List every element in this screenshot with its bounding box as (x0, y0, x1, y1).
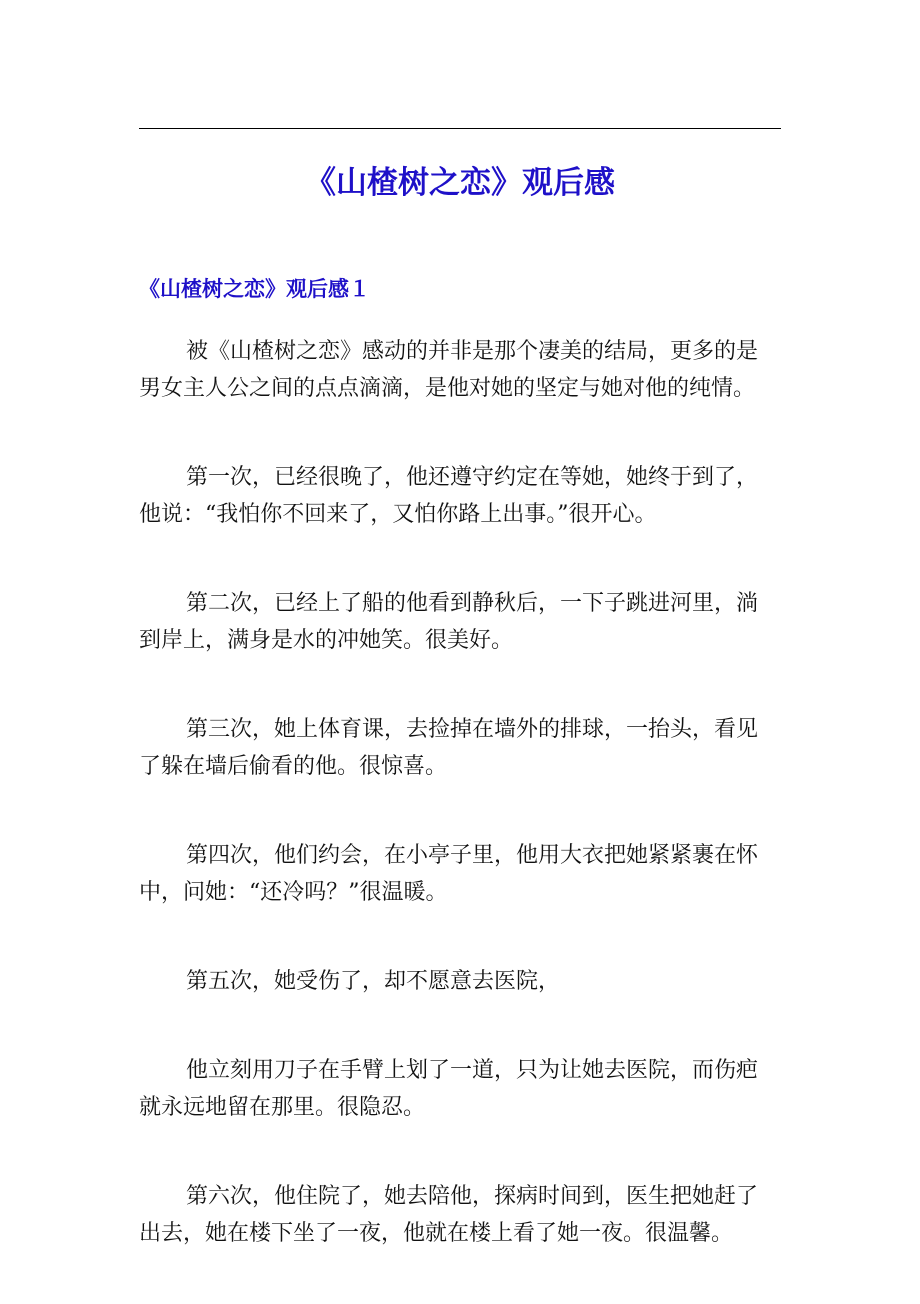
paragraph-line: 第三次，她上体育课，去捡掉在墙外的排球，一抬头，看见 (186, 717, 759, 742)
paragraph-line: 第六次，他住院了，她去陪他，探病时间到，医生把她赶了 (186, 1184, 759, 1209)
paragraph-4 (139, 711, 781, 785)
paragraph-2 (139, 459, 781, 533)
paragraph-line: 被《山楂树之恋》感动的并非是那个凄美的结局，更多的是 (186, 339, 759, 364)
paragraph-line: 就永远地留在那里。很隐忍。 (139, 1095, 426, 1120)
paragraph-line: 他说：“我怕你不回来了，又怕你路上出事。”很开心。 (139, 502, 657, 527)
paragraph-7 (139, 1052, 781, 1126)
paragraph-line: 第五次，她受伤了，却不愿意去医院， (186, 969, 561, 994)
paragraph-line: 第一次，已经很晚了，他还遵守约定在等她，她终于到了， (186, 465, 759, 490)
document-title: 《山楂树之恋》观后感 (305, 165, 615, 201)
paragraph-8 (139, 1178, 781, 1252)
paragraph-line: 中，问她：“还冷吗？”很温暖。 (139, 880, 448, 905)
paragraph-line: 出去，她在楼下坐了一夜，他就在楼上看了她一夜。很温馨。 (139, 1221, 734, 1246)
paragraph-6 (139, 963, 781, 1000)
paragraph-3 (139, 585, 781, 659)
paragraph-5 (139, 837, 781, 911)
paragraph-1 (139, 333, 781, 407)
paragraph-line: 他立刻用刀子在手臂上划了一道，只为让她去医院，而伤疤 (186, 1058, 759, 1083)
paragraph-line: 了躲在墙后偷看的他。很惊喜。 (139, 754, 448, 779)
header-rule (139, 128, 781, 129)
paragraph-line: 到岸上，满身是水的冲她笑。很美好。 (139, 628, 514, 653)
paragraph-line: 第四次，他们约会，在小亭子里，他用大衣把她紧紧裹在怀 (186, 843, 759, 868)
section-heading: 《山楂树之恋》观后感１ (139, 276, 370, 301)
body-text (139, 333, 781, 1304)
paragraph-line: 第二次，已经上了船的他看到静秋后，一下子跳进河里，淌 (186, 591, 759, 616)
paragraph-line: 男女主人公之间的点点滴滴，是他对她的坚定与她对他的纯情。 (139, 376, 756, 401)
